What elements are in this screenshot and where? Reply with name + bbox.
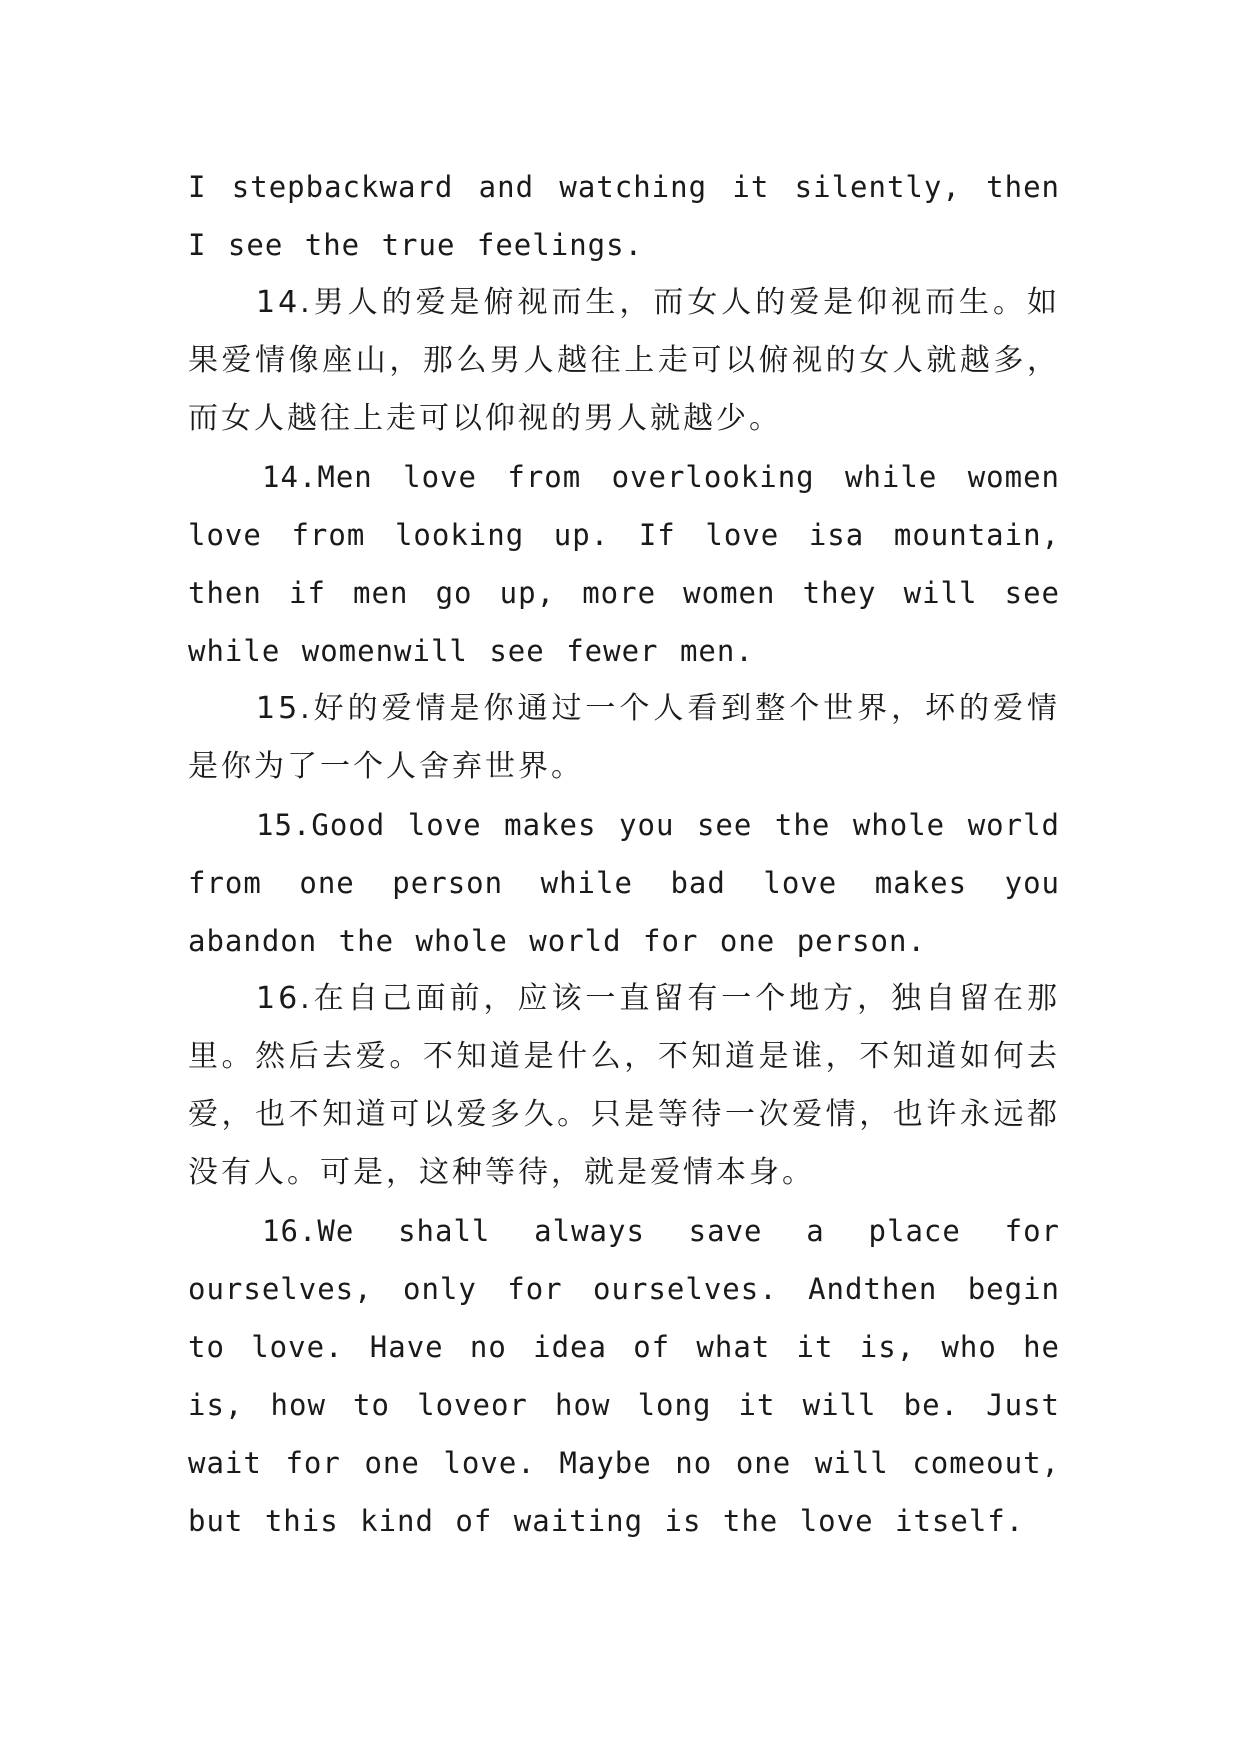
document-body (188, 158, 1060, 1550)
paragraph-14-zh: 14.男人的爱是俯视而生，而女人的爱是仰视而生。如果爱情像座山，那么男人越往上走可以俯视的女人就越多，而女人越往上走可以仰视的男人就越少。 (188, 285, 1060, 436)
paragraph-15-zh: 15.好的爱情是你通过一个人看到整个世界，坏的爱情是你为了一个人舍弃世界。 (188, 691, 1060, 784)
paragraph-16-en: 16.We shall always save a place for ourselves, only for ourselves. Andthen begin to love. Have no idea of what it is, who he is, how to loveor how long it will be. Just wait for one love. Maybe no one will comeout, but this kind of waiting is the love itself. (188, 1214, 1060, 1538)
paragraph-15-en: 15.Good love makes you see the whole world from one person while bad love makes you abandon the whole world for one person. (188, 808, 1060, 958)
paragraph-14-en: 14.Men love from overlooking while women love from looking up. If love isa mountain, then if men go up, more women they will see while womenwill see fewer men. (188, 460, 1060, 668)
paragraph-16-zh: 16.在自己面前，应该一直留有一个地方，独自留在那里。然后去爱。不知道是什么，不知道是谁，不知道如何去爱，也不知道可以爱多久。只是等待一次爱情，也许永远都没有人。可是，这种等待，就是爱情本身。 (188, 981, 1060, 1190)
paragraph-continuation-en: I stepbackward and watching it silently, then I see the true feelings. (188, 170, 1060, 262)
